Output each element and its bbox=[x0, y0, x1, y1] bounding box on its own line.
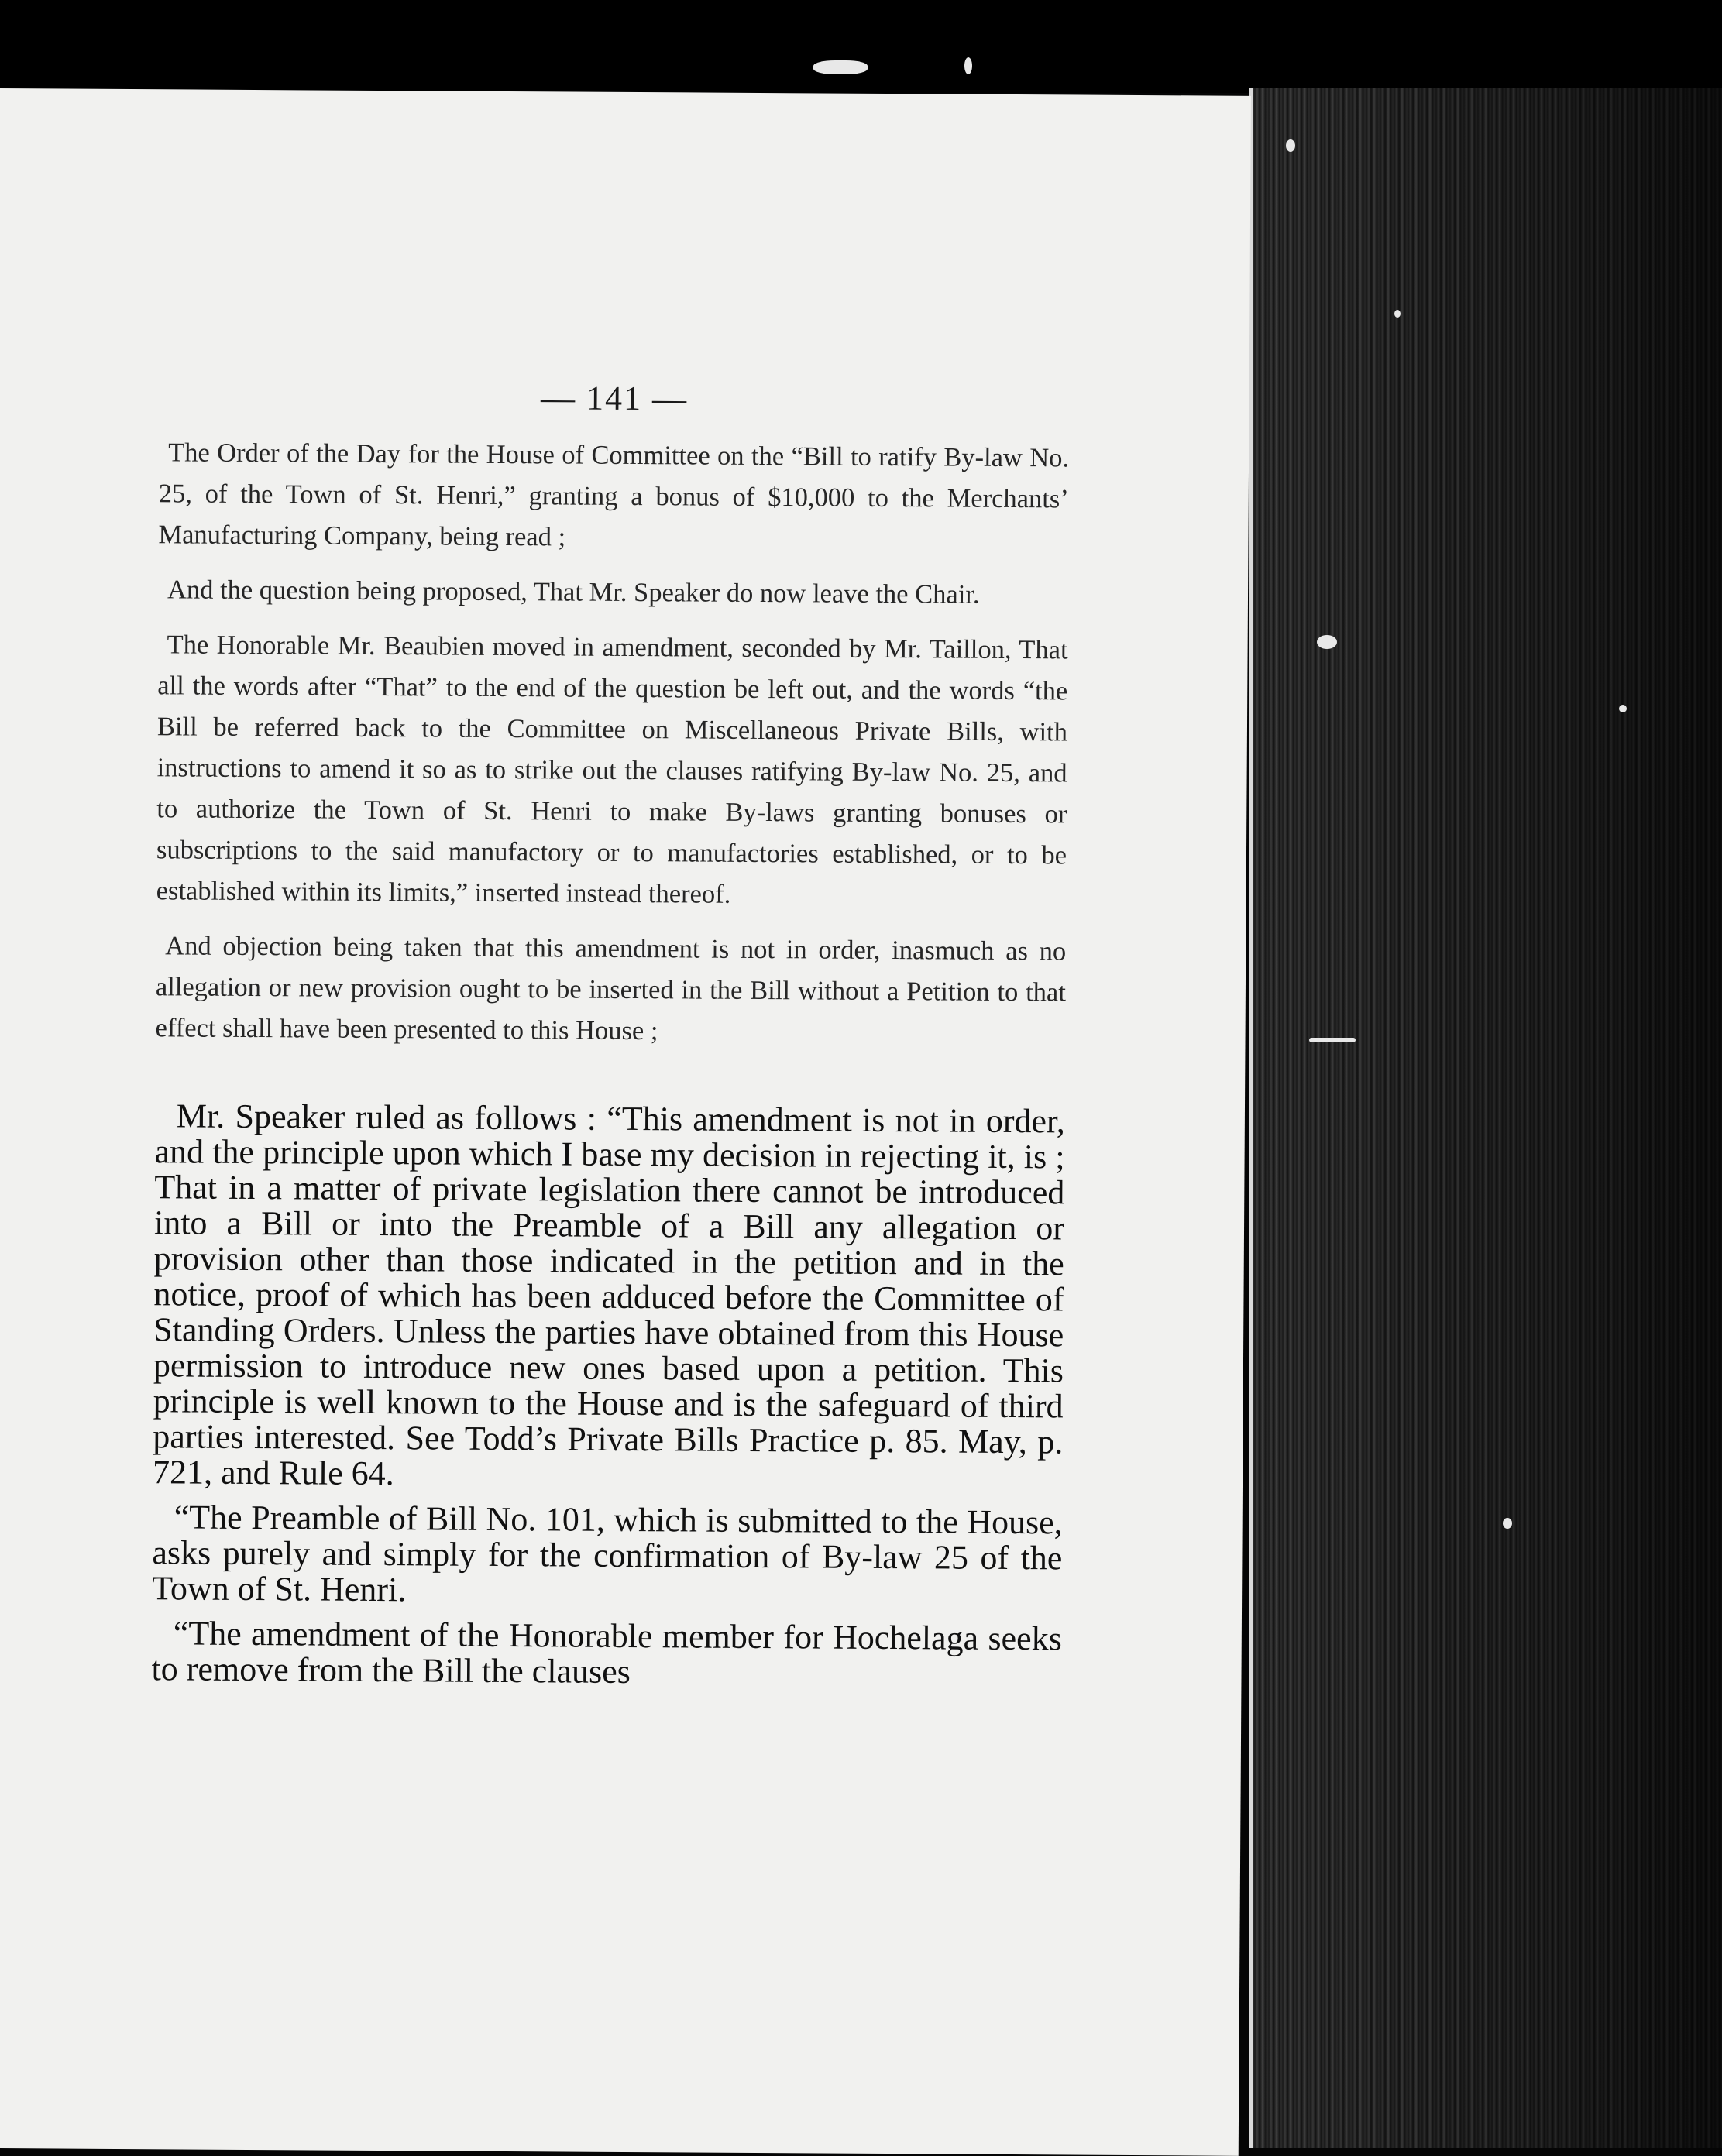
scan-speck bbox=[964, 57, 972, 74]
scan-speck bbox=[1394, 310, 1401, 318]
scan-speck bbox=[1317, 635, 1337, 649]
book-page-edges bbox=[1251, 88, 1722, 2148]
scan-speck bbox=[1309, 1038, 1356, 1042]
page-content bbox=[151, 376, 1069, 1701]
scan-speck bbox=[813, 60, 868, 74]
paragraph-objection: And objection being taken that this amendment is not in order, inasmuch as no allegation or new provision ought to be inserted in the Bill without a Petition to that effect shall have been presented to this House ; bbox=[155, 931, 1067, 1046]
page-edge-highlight bbox=[1249, 88, 1253, 2148]
paragraph-order-of-day: The Order of the Day for the House of Committee on the “Bill to ratify By-law No. 25, of the Town of St. Henri,” granting a bonus of $10,000 to the Merchants’ Manufacturing Company, being read ; bbox=[158, 438, 1070, 552]
paragraph-amendment-hochelaga: “The amendment of the Honorable member for Hochelaga seeks to remove from the Bill the clauses bbox=[151, 1614, 1062, 1691]
scan-speck bbox=[1619, 705, 1627, 712]
paragraph-speaker-ruling: Mr. Speaker ruled as follows : “This amendment is not in order, and the principle upon which I base my decision in rejecting it, is ; That in a matter of private legislation there cannot be introduced into a Bill or into the Preamble of a Bill any allegation or provision other than those indicated in the petition and in the notice, proof of which has been adduced before the Committee of Standing Orders. Unless the parties have obtained from this House permission to introduce new ones based upon a petition. This principle is well known to the House and is the safeguard of third parties interested. See Todd’s Private Bills Practice p. 85. May, p. 721, and Rule 64. bbox=[152, 1097, 1066, 1493]
paragraph-amendment-motion: The Honorable Mr. Beaubien moved in amendment, seconded by Mr. Taillon, That all the words after “That” to the end of the question be left out, and the words “the Bill be referred back to the Committee on Miscellaneous Private Bills, with instructions to amend it so as to strike out the clauses ratifying By-law No. 25, and to authorize the Town of St. Henri to make By-laws granting bonuses or subscriptions to the said manufactory or to manufactories established, or to be established within its limits,” inserted instead thereof. bbox=[156, 630, 1068, 909]
paragraph-question-proposed: And the question being proposed, That Mr. Speaker do now leave the Chair. bbox=[167, 575, 980, 609]
document-page bbox=[0, 88, 1251, 2156]
paragraph-preamble: “The Preamble of Bill No. 101, which is submitted to the House, asks purely and simply for the confirmation of By-law 25 of the Town of St. Henri. bbox=[152, 1498, 1063, 1609]
scan-top-border bbox=[0, 0, 1722, 93]
page-number: — 141 — bbox=[540, 379, 689, 418]
scan-speck bbox=[1503, 1518, 1512, 1529]
scan-speck bbox=[1286, 139, 1295, 152]
